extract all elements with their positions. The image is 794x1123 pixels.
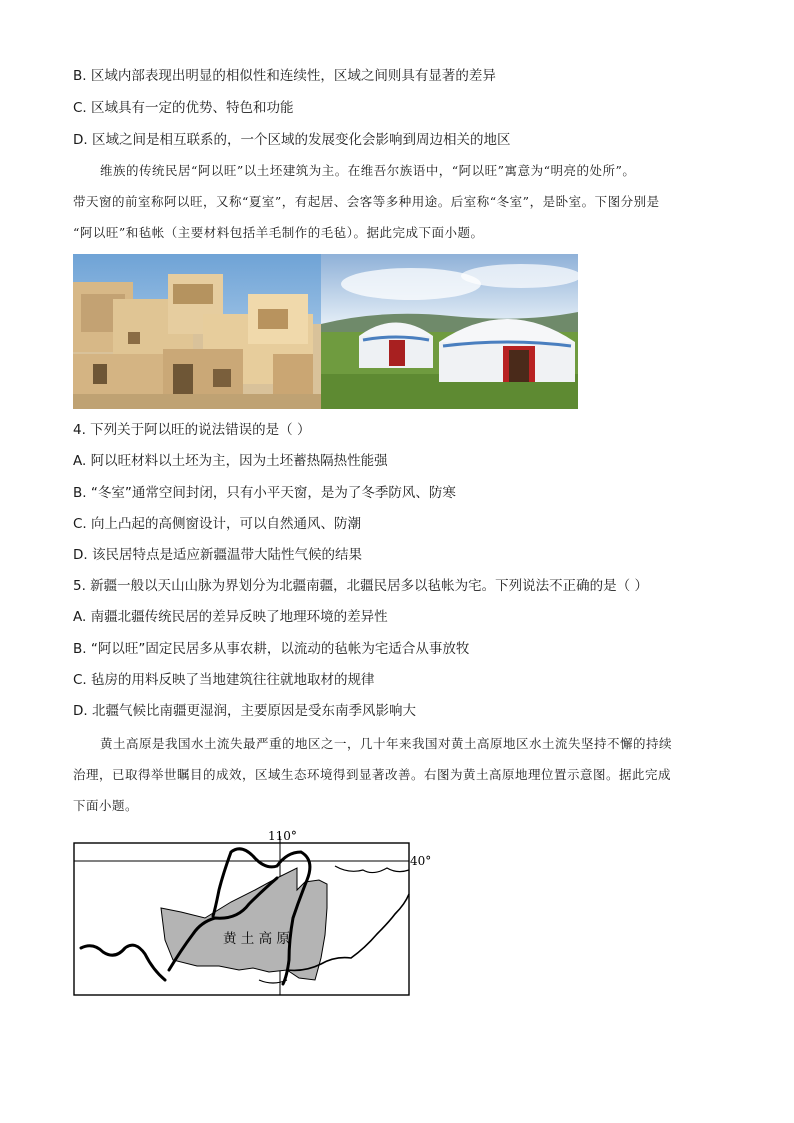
passage1-line-3: “阿以旺”和毡帐（主要材料包括羊毛制作的毛毡）。据此完成下面小题。	[73, 225, 484, 240]
passage2-line-3: 下面小题。	[73, 798, 139, 813]
q4-option-d: D. 该民居特点是适应新疆温带大陆性气候的结果	[73, 547, 362, 563]
q5-option-c: C. 毡房的用料反映了当地建筑往往就地取材的规律	[73, 672, 375, 688]
q3-option-c: C. 区域具有一定的优势、特色和功能	[73, 100, 294, 116]
region-label: 黄 土 高 原	[223, 931, 290, 947]
passage1-line-1: 维族的传统民居“阿以旺”以土坯建筑为主。在维吾尔族语中，“阿以旺”寓意为“明亮的处所”。	[100, 163, 636, 178]
q5-stem: 5. 新疆一般以天山山脉为界划分为北疆南疆，北疆民居多以毡帐为宅。下列说法不正确的是（ ）	[73, 578, 648, 594]
q4-option-b: B. “冬室”通常空间封闭，只有小平天窗，是为了冬季防风、防寒	[73, 485, 456, 501]
q5-option-b: B. “阿以旺”固定民居多从事农耕，以流动的毡帐为宅适合从事放牧	[73, 641, 470, 657]
adobe-buildings-photo	[73, 254, 321, 409]
passage1-line-2: 带天窗的前室称阿以旺，又称“夏室”，有起居、会客等多种用途。后室称“冬室”，是卧室。下图分别是	[73, 194, 660, 209]
latitude-label: 40°	[410, 854, 432, 868]
passage2-line-1: 黄土高原是我国水土流失最严重的地区之一，几十年来我国对黄土高原地区水土流失坚持不懈的持续	[100, 736, 673, 751]
q3-option-d: D. 区域之间是相互联系的，一个区域的发展变化会影响到周边相关的地区	[73, 132, 511, 148]
loess-plateau-map	[73, 830, 443, 1004]
q5-option-a: A. 南疆北疆传统民居的差异反映了地理环境的差异性	[73, 609, 388, 625]
yurt-photo	[321, 254, 578, 409]
q4-stem: 4. 下列关于阿以旺的说法错误的是（ ）	[73, 422, 311, 438]
passage2-line-2: 治理，已取得举世瞩目的成效，区域生态环境得到显著改善。右图为黄土高原地理位置示意图。据此完成	[73, 767, 672, 782]
q4-option-a: A. 阿以旺材料以土坯为主，因为土坯蓄热隔热性能强	[73, 453, 388, 469]
longitude-label: 110°	[268, 830, 297, 843]
q4-option-c: C. 向上凸起的高侧窗设计，可以自然通风、防潮	[73, 516, 362, 532]
q5-option-d: D. 北疆气候比南疆更湿润，主要原因是受东南季风影响大	[73, 703, 416, 719]
q3-option-b: B. 区域内部表现出明显的相似性和连续性，区域之间则具有显著的差异	[73, 68, 496, 84]
